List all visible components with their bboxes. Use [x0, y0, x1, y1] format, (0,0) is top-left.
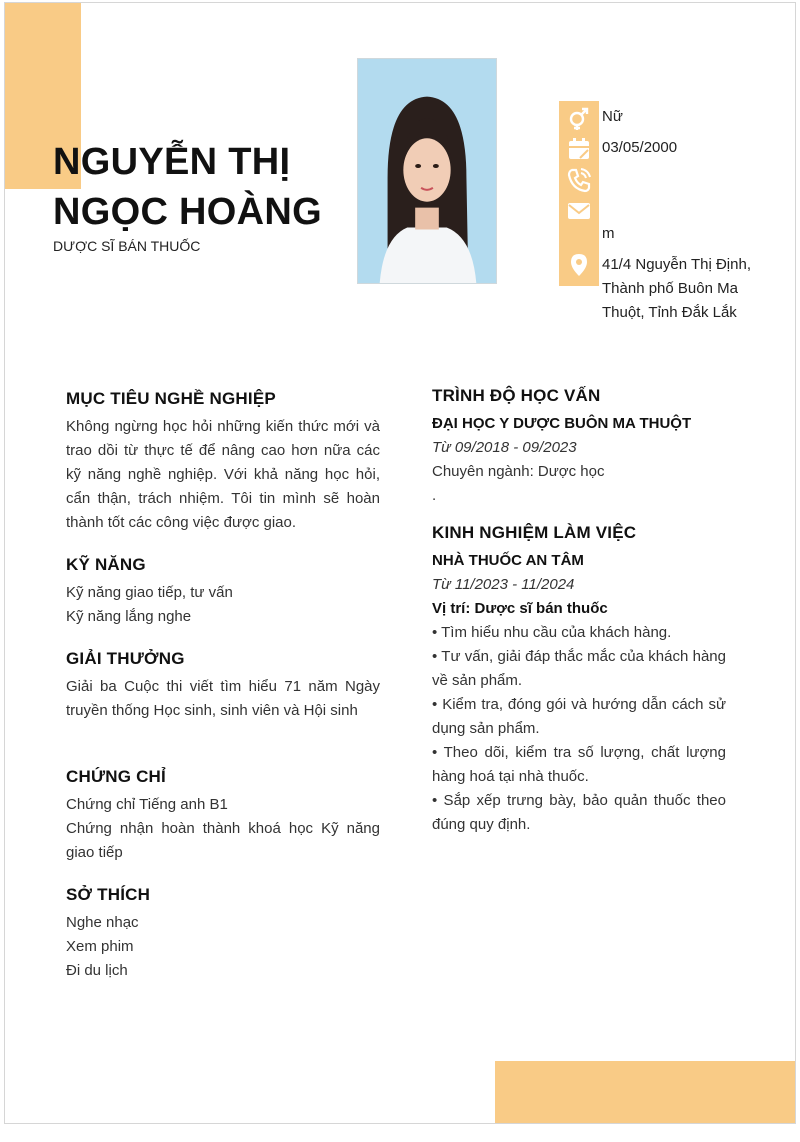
address-line-1: 41/4 Nguyễn Thị Định,	[602, 256, 751, 273]
education-note: .	[432, 487, 437, 504]
experience-position: Vị trí: Dược sĩ bán thuốc	[432, 600, 608, 617]
contact-icon-strip	[559, 101, 599, 286]
duty-item: • Theo dõi, kiểm tra số lượng, chất lượng hàng hoá tại nhà thuốc.	[432, 744, 726, 785]
objective-text: Không ngừng học hỏi những kiến thức mới và trao dồi từ thực tế để nâng cao hơn nữa các kỹ năng nghề nghiệp. Với khả năng học hỏi, cẩn thận, trách nhiệm. Tôi tin mình sẽ hoàn thành tốt các công việc được giao.	[66, 418, 380, 531]
address-line-2: Thành phố Buôn Ma	[602, 280, 738, 297]
phone-icon	[566, 167, 592, 193]
list-item: Chứng chỉ Tiếng anh B1	[66, 796, 228, 813]
experience-block	[432, 549, 726, 837]
experience-period: Từ 11/2023 - 11/2024	[432, 576, 575, 593]
profile-photo	[357, 58, 497, 284]
list-item: Kỹ năng giao tiếp, tư vấn	[66, 584, 233, 601]
name-line-1: NGUYỄN THỊ	[53, 141, 291, 183]
hobbies-list	[66, 911, 380, 983]
duty-item: • Kiểm tra, đóng gói và hướng dẫn cách sử dụng sản phẩm.	[432, 696, 726, 737]
experience-heading: KINH NGHIỆM LÀM VIỆC	[432, 523, 637, 542]
school-name: ĐẠI HỌC Y DƯỢC BUÔN MA THUỘT	[432, 415, 692, 432]
list-item: Chứng nhận hoàn thành khoá học Kỹ năng giao tiếp	[66, 820, 380, 861]
location-icon	[566, 252, 592, 278]
education-period: Từ 09/2018 - 09/2023	[432, 439, 577, 456]
address-line-3: Thuột, Tỉnh Đắk Lắk	[602, 304, 737, 321]
duty-item: • Tư vấn, giải đáp thắc mắc của khách hàng về sản phẩm.	[432, 648, 726, 689]
full-name	[53, 137, 353, 237]
calendar-icon	[566, 136, 592, 162]
hobbies-heading: SỞ THÍCH	[66, 885, 151, 904]
gender-icon	[566, 105, 592, 131]
awards-text: Giải ba Cuộc thi viết tìm hiểu 71 năm Ngày truyền thống Học sinh, sinh viên và Hội sinh	[66, 678, 380, 719]
list-item: Nghe nhạc	[66, 914, 139, 931]
certificates-list	[66, 793, 380, 865]
address-value	[602, 253, 751, 325]
education-heading: TRÌNH ĐỘ HỌC VẤN	[432, 386, 601, 405]
certificates-heading: CHỨNG CHỈ	[66, 767, 166, 786]
birthdate-value: 03/05/2000	[602, 139, 678, 156]
job-title: DƯỢC SĨ BÁN THUỐC	[53, 238, 201, 254]
list-item: Đi du lịch	[66, 962, 128, 979]
education-block	[432, 412, 726, 508]
awards-heading: GIẢI THƯỞNG	[66, 649, 185, 668]
name-line-2: NGỌC HOÀNG	[53, 191, 322, 233]
accent-block-bottom	[495, 1061, 796, 1124]
email-value: m	[602, 225, 615, 242]
cv-page	[4, 2, 796, 1124]
objective-heading: MỤC TIÊU NGHỀ NGHIỆP	[66, 389, 276, 408]
gender-value: Nữ	[602, 108, 623, 125]
mail-icon	[566, 198, 592, 224]
company-name: NHÀ THUỐC AN TÂM	[432, 552, 584, 569]
education-major: Chuyên ngành: Dược học	[432, 463, 605, 480]
list-item: Xem phim	[66, 938, 134, 955]
skills-heading: KỸ NĂNG	[66, 555, 146, 574]
duty-item: • Sắp xếp trưng bày, bảo quản thuốc theo đúng quy định.	[432, 792, 726, 833]
list-item: Kỹ năng lắng nghe	[66, 608, 192, 625]
duty-item: • Tìm hiểu nhu cầu của khách hàng.	[432, 624, 672, 641]
skills-list	[66, 581, 380, 629]
